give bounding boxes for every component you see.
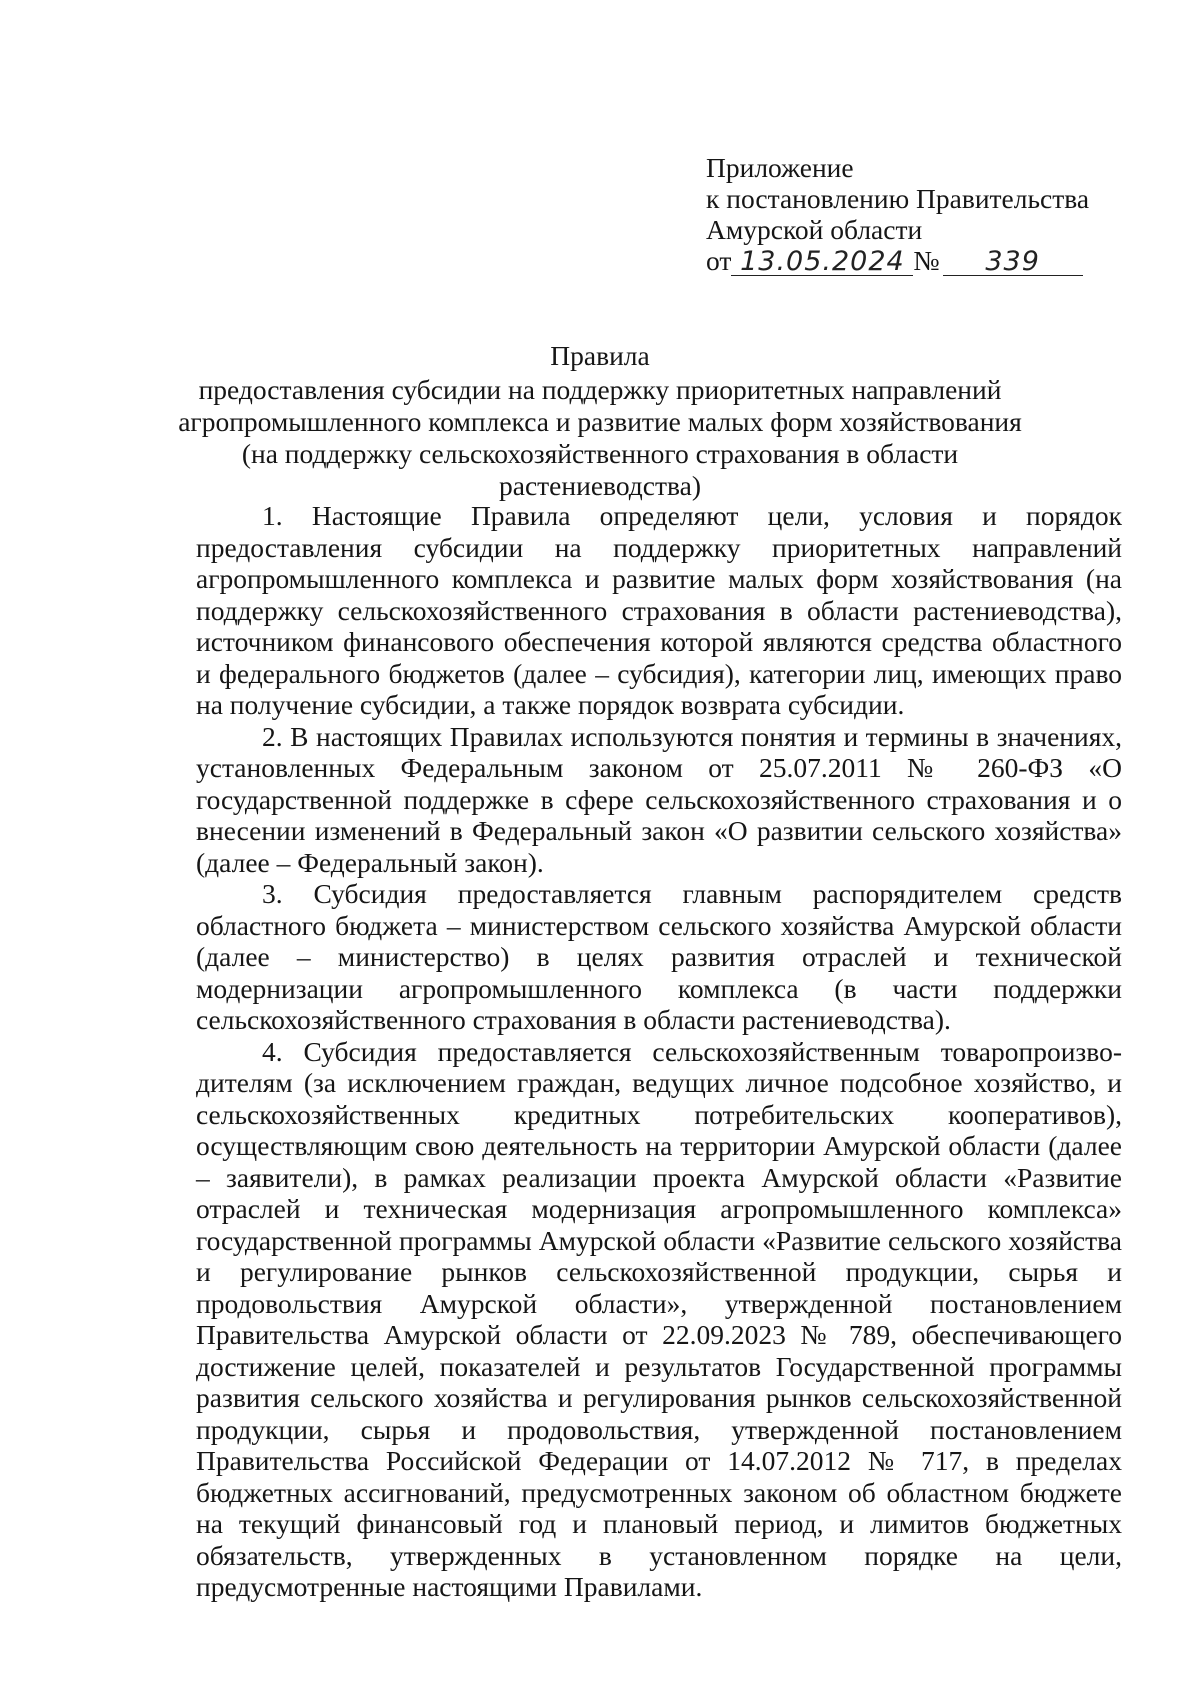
paragraph-3: 3. Субсидия предоставляется главным распорядителем средств областного бюджета – министерством сельского хозяйства Амурской области (далее – министерство) в целях развития отраслей и технической модернизации агропромышленного комплекса (в части поддержки сельскохозяйственного страхования в области растениеводства). bbox=[196, 878, 1122, 1035]
title-line-1: предоставления субсидии на поддержку приоритетных направлений bbox=[198, 374, 1002, 405]
number-sign: № bbox=[913, 245, 940, 276]
number-field bbox=[943, 248, 1083, 276]
title-heading: Правила bbox=[550, 340, 650, 371]
appendix-title: Приложение bbox=[706, 152, 854, 183]
date-prefix: от bbox=[706, 245, 732, 276]
handwritten-date: 13.05.2024 bbox=[740, 246, 905, 277]
date-field bbox=[731, 248, 913, 276]
paragraph-2: 2. В настоящих Правилах используются понятия и термины в значениях, установленных Федеральным законом от 25.07.2011 № 260-ФЗ «О государственной поддержке в сфере сельскохозяйственного страхования и о внесении изменений в Федеральный закон «О развитии сельского хозяйства» (далее – Федеральный закон). bbox=[196, 720, 1122, 878]
appendix-reference: к постановлению Правительства bbox=[706, 183, 1090, 214]
appendix-date-line bbox=[706, 245, 1106, 279]
rules-body bbox=[196, 500, 1122, 1603]
title-line-3: (на поддержку сельскохозяйственного страхования в области растениеводства) bbox=[241, 438, 959, 501]
paragraph-1: 1. Настоящие Правила определяют цели, условия и порядок предоставления субсидии на поддержку приоритетных направлений агропромышленного комплекса и развитие малых форм хозяйствования (на поддержку сельскохозяйственного страхования в области растениеводства), источником финансового обеспечения которой являются средства областного и федерального бюджетов (далее – субсидия), категории лиц, имеющих право на получение субсидии, а также порядок возврата субсидии. bbox=[196, 500, 1122, 720]
appendix-region: Амурской области bbox=[706, 214, 923, 245]
title-line-2: агропромышленного комплекса и развитие малых форм хозяйствования bbox=[178, 406, 1022, 437]
paragraph-4: 4. Субсидия предоставляется сельскохозяйственным товаропроизводителям (за исключением граждан, ведущих личное подсобное хозяйство, и сельскохозяйственных кредитных потребительских кооперативов), осуществляющим свою деятельность на территории Амурской области (далее – заявители), в рамках реализации проекта Амурской области «Развитие отраслей и техническая модернизация агропромышленного комплекса» государственной программы Амурской области «Развитие сельского хозяйства и регулирование рынков сельскохозяйственной продукции, сырья и продовольствия Амурской области», утвержденной постановлением Правительства Амурской области от 22.09.2023 № 789, обеспечивающего достижение целей, показателей и результатов Государственной программы развития сельского хозяйства и регулирования рынков сельскохозяйственной продукции, сырья и продовольствия, утвержденной постановлением Правительства Российской Федерации от 14.07.2012 № 717, в пределах бюджетных ассигнований, предусмотренных законом об областном бюджете на текущий финансовый год и плановый период, и лимитов бюджетных обязательств, утвержденных в установленном порядке на цели, предусмотренные настоящими Правилами. bbox=[196, 1035, 1122, 1602]
handwritten-number: 339 bbox=[985, 246, 1040, 277]
rules-title bbox=[150, 340, 1050, 502]
appendix-block bbox=[706, 152, 1106, 279]
